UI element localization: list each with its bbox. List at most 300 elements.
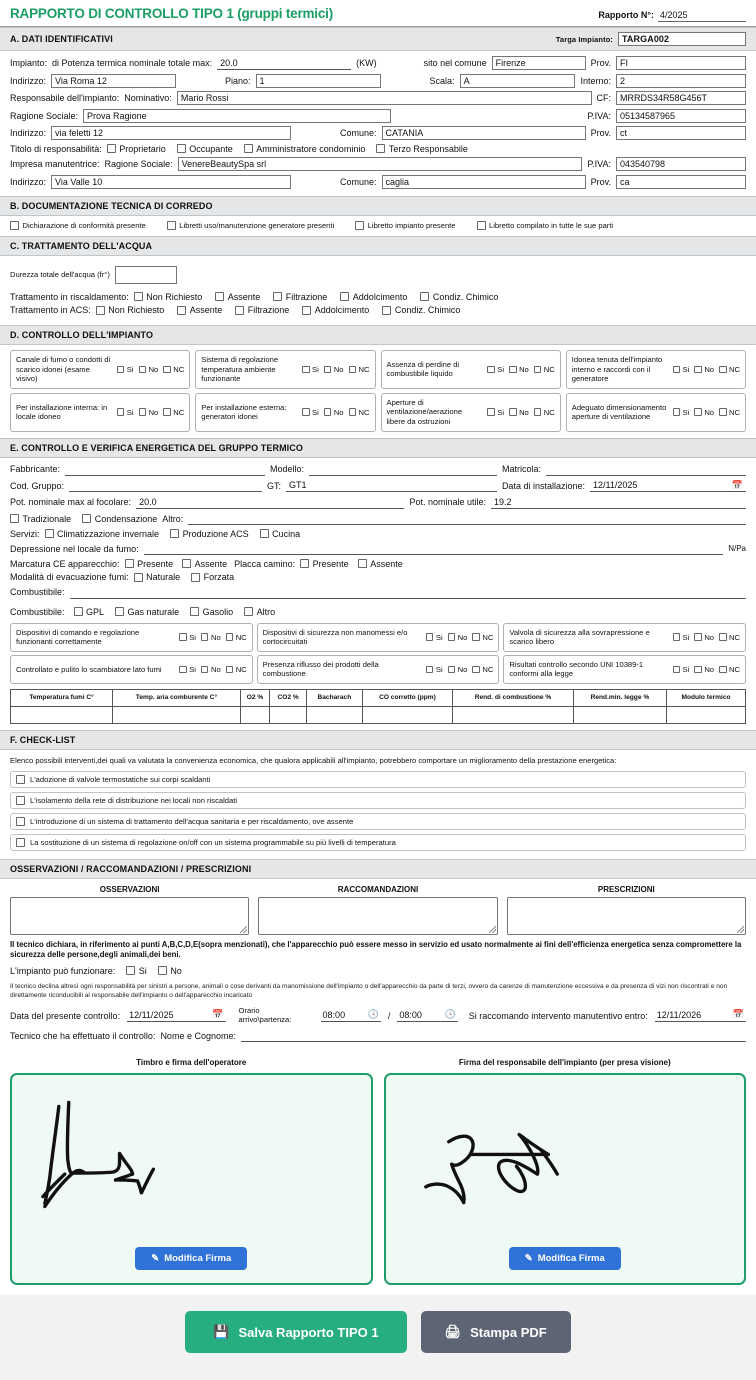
- checkbox-icon[interactable]: [16, 817, 25, 826]
- control-item: [566, 393, 746, 432]
- checkbox-icon[interactable]: [472, 633, 480, 641]
- checkbox-nc[interactable]: [349, 365, 370, 374]
- piva-input[interactable]: 05134587965: [616, 109, 746, 123]
- checkbox-icon[interactable]: [139, 408, 147, 416]
- option-label: Si: [126, 364, 134, 374]
- col-o2: O2 %: [240, 689, 270, 706]
- report-number-label: Rapporto N°:: [598, 10, 654, 20]
- impresa-indirizzo-input[interactable]: Via Valle 10: [51, 175, 291, 189]
- checkbox-si[interactable]: [179, 665, 196, 674]
- section-f-title: F. CHECK-LIST: [10, 734, 76, 745]
- sito-input[interactable]: Firenze: [492, 56, 586, 70]
- option-label: Assente: [227, 291, 261, 302]
- pot-focolare-input[interactable]: 20.0: [136, 496, 404, 509]
- checkbox-icon[interactable]: [134, 573, 143, 582]
- checkbox-icon[interactable]: [426, 633, 434, 641]
- device-label: Dispositivi di comando e regolazione funzionanti correttamente: [16, 627, 140, 647]
- nominativo-input[interactable]: Mario Rossi: [177, 91, 592, 105]
- checkbox-si[interactable]: [673, 408, 690, 417]
- checkbox-gas-naturale[interactable]: [115, 607, 179, 617]
- checkbox-icon[interactable]: [719, 633, 727, 641]
- checkbox-icon[interactable]: [179, 666, 187, 674]
- printer-icon: 🖨: [444, 1324, 462, 1340]
- checkbox-no[interactable]: [694, 665, 714, 674]
- combustibile2-label: Combustibile:: [10, 606, 65, 617]
- report-number-value[interactable]: 4/2025: [658, 10, 746, 22]
- checklist-item[interactable]: [10, 792, 746, 809]
- cod-gruppo-input[interactable]: [69, 479, 262, 492]
- piano-input[interactable]: 1: [256, 74, 381, 88]
- checkbox-tradizionale[interactable]: [10, 514, 71, 524]
- liability-disclaimer: Il tecnico declina altresì ogni responsabilità per sinistri a persone, animali o cose derivanti da manomissione dell'impianto o dell'apparecchio da parte di terzi, ovvero da carenze di manutenzione eccessiva e da presenza di vizi non riscontrati e non direttamente riconducibili al responsabile dell'impianto o dell'apparecchio incaricato: [10, 982, 728, 999]
- checkbox-icon[interactable]: [694, 666, 702, 674]
- print-pdf-label: Stampa PDF: [470, 1324, 547, 1340]
- option-label: Non Richiesto: [146, 291, 203, 302]
- checkbox-icon[interactable]: [170, 529, 179, 538]
- checkbox-icon[interactable]: [126, 966, 135, 975]
- checkbox-icon[interactable]: [534, 366, 542, 374]
- checkbox-nc[interactable]: [163, 408, 184, 417]
- checkbox-icon[interactable]: [167, 221, 176, 230]
- prescrizioni-textarea[interactable]: [507, 897, 746, 935]
- operator-signature-box[interactable]: [10, 1073, 373, 1285]
- checkbox-funzionare-no[interactable]: [158, 966, 182, 976]
- checkbox-icon[interactable]: [82, 514, 91, 523]
- checkbox-proprietario[interactable]: [107, 144, 166, 154]
- checkbox-si[interactable]: [426, 633, 443, 642]
- option-label: Naturale: [146, 572, 181, 583]
- checkbox-nc[interactable]: [226, 633, 247, 642]
- checkbox-risc-condiz-chimico[interactable]: [420, 292, 498, 302]
- checkbox-climatizzazione[interactable]: [45, 529, 160, 539]
- checkbox-si[interactable]: [673, 665, 690, 674]
- checkbox-acs-condiz-chimico[interactable]: [382, 305, 460, 315]
- checkbox-icon[interactable]: [487, 408, 495, 416]
- ragione-input[interactable]: Prova Ragione: [83, 109, 391, 123]
- checkbox-marcatura-assente[interactable]: [182, 559, 227, 569]
- interno-input[interactable]: 2: [616, 74, 746, 88]
- checkbox-si[interactable]: [117, 408, 134, 417]
- checkbox-icon[interactable]: [673, 666, 681, 674]
- depressione-label: Depressione nel locale da fumo:: [10, 543, 139, 554]
- checkbox-icon[interactable]: [302, 408, 310, 416]
- checkbox-icon[interactable]: [179, 633, 187, 641]
- checkbox-icon[interactable]: [509, 366, 517, 374]
- row-durezza: [10, 266, 746, 284]
- cell-o2[interactable]: [240, 706, 270, 723]
- pencil-icon: ✎: [524, 1253, 533, 1265]
- cell-co2[interactable]: [270, 706, 307, 723]
- col-co2: CO2 %: [270, 689, 307, 706]
- fabbricante-label: Fabbricante:: [10, 464, 61, 475]
- edit-operator-signature-button[interactable]: [135, 1247, 247, 1270]
- checkbox-si[interactable]: [673, 365, 690, 374]
- checkbox-icon[interactable]: [673, 408, 681, 416]
- row-dates: [10, 1007, 746, 1024]
- option-label: Si: [189, 664, 196, 674]
- sino-group: [117, 365, 184, 374]
- checkbox-nc[interactable]: [719, 408, 740, 417]
- option-label: Presente: [137, 558, 174, 569]
- indirizzo2-input[interactable]: via feletti 12: [51, 126, 291, 140]
- checkbox-gasolio[interactable]: [190, 607, 233, 617]
- option-label: Altro: [256, 606, 276, 617]
- checkbox-no[interactable]: [324, 408, 344, 417]
- checkbox-forzata[interactable]: [191, 572, 234, 582]
- impresa-piva-input[interactable]: 043540798: [616, 157, 746, 171]
- checkbox-icon[interactable]: [158, 966, 167, 975]
- tecnico-nome-input[interactable]: [241, 1029, 746, 1042]
- cf-input[interactable]: MRRDS34R58G456T: [616, 91, 746, 105]
- checkbox-risc-filtrazione[interactable]: [273, 292, 327, 302]
- raccomandazioni-textarea[interactable]: [258, 897, 497, 935]
- clock-icon[interactable]: 🕓: [444, 1009, 456, 1020]
- control-label: Sistema di regolazione temperatura ambiente funzionante: [201, 355, 279, 384]
- checkbox-icon[interactable]: [226, 666, 234, 674]
- option-label: NC: [482, 664, 494, 674]
- comune-label: Comune:: [340, 128, 377, 138]
- checkbox-nc[interactable]: [349, 408, 370, 417]
- checkbox-icon[interactable]: [201, 666, 209, 674]
- row-indirizzo: [10, 74, 746, 88]
- depressione-input[interactable]: [144, 542, 724, 555]
- checkbox-icon[interactable]: [226, 633, 234, 641]
- checkbox-icon[interactable]: [719, 366, 727, 374]
- sito-label: sito nel comune: [423, 58, 487, 68]
- col-co-corretto: CO corretto (ppm): [362, 689, 453, 706]
- checkbox-nc[interactable]: [719, 365, 740, 374]
- checkbox-no[interactable]: [201, 633, 221, 642]
- checkbox-nc[interactable]: [534, 365, 555, 374]
- col-rend-min-legge: Rend.min. legge %: [573, 689, 666, 706]
- interno-label: Interno:: [580, 75, 611, 86]
- checkbox-acs-assente[interactable]: [177, 305, 222, 315]
- checkbox-risc-addolcimento[interactable]: [340, 292, 407, 302]
- checkbox-libretto-impianto[interactable]: [355, 221, 455, 230]
- checkbox-icon[interactable]: [45, 529, 54, 538]
- checkbox-icon[interactable]: [16, 838, 25, 847]
- impresa-ragione-input[interactable]: VenereBeautySpa srl: [178, 157, 583, 171]
- checkbox-icon[interactable]: [376, 144, 385, 153]
- checkbox-icon[interactable]: [349, 408, 357, 416]
- placca-label: Placca camino:: [234, 558, 296, 569]
- checkbox-si[interactable]: [117, 365, 134, 374]
- calendar-icon[interactable]: 📅: [731, 480, 743, 491]
- checkbox-terzo-responsabile[interactable]: [376, 144, 468, 154]
- checkbox-cucina[interactable]: [260, 529, 301, 539]
- checkbox-icon[interactable]: [182, 559, 191, 568]
- checklist-label: L'adozione di valvole termostatiche sui corpi scaldanti: [30, 774, 211, 784]
- checkbox-no[interactable]: [139, 408, 159, 417]
- checkbox-placca-assente[interactable]: [358, 559, 403, 569]
- checkbox-icon[interactable]: [324, 408, 332, 416]
- checkbox-risc-non-richiesto[interactable]: [134, 292, 203, 302]
- checklist-item[interactable]: [10, 771, 746, 788]
- cell-rend-min-legge[interactable]: [573, 706, 666, 723]
- checkbox-no[interactable]: [694, 633, 714, 642]
- checkbox-icon[interactable]: [340, 292, 349, 301]
- calendar-icon[interactable]: 📅: [212, 1009, 224, 1020]
- checkbox-icon[interactable]: [509, 408, 517, 416]
- checkbox-icon[interactable]: [673, 366, 681, 374]
- checkbox-acs-filtrazione[interactable]: [235, 305, 289, 315]
- checkbox-icon[interactable]: [191, 573, 200, 582]
- checkbox-nc[interactable]: [226, 665, 247, 674]
- technician-declaration: Il tecnico dichiara, in riferimento ai punti A,B,C,D,E(sopra menzionati), che l'apparecchio può essere messo in servizio ed usato normalmente ai fini dell'efficienza energetica senza compromettere la sicurezza delle persone,degli animali,dei beni.: [10, 939, 742, 960]
- checkbox-icon[interactable]: [74, 607, 83, 616]
- pot-utile-label: Pot. nominale utile:: [409, 497, 486, 508]
- option-label: Condiz. Chimico: [394, 305, 461, 315]
- checkbox-nc[interactable]: [163, 365, 184, 374]
- sino-group: [426, 665, 493, 674]
- checkbox-icon[interactable]: [448, 666, 456, 674]
- checkbox-altro-combustibile[interactable]: [244, 607, 275, 617]
- checkbox-icon[interactable]: [349, 366, 357, 374]
- col-rend-combustione: Rend. di combustione %: [453, 689, 574, 706]
- checkbox-nc[interactable]: [534, 408, 555, 417]
- cell-modulo-termico[interactable]: [667, 706, 746, 723]
- checkbox-icon[interactable]: [16, 775, 25, 784]
- checkbox-icon[interactable]: [16, 796, 25, 805]
- checkbox-libretti-uso[interactable]: [167, 221, 334, 230]
- checkbox-no[interactable]: [509, 365, 529, 374]
- checkbox-funzionare-si[interactable]: [126, 966, 147, 976]
- fabbricante-input[interactable]: [65, 463, 265, 476]
- checkbox-acs-addolcimento[interactable]: [302, 305, 369, 315]
- checkbox-amministratore[interactable]: [244, 144, 366, 154]
- option-label: No: [704, 632, 715, 642]
- checkbox-icon[interactable]: [477, 221, 486, 230]
- observations-header: [0, 859, 756, 879]
- cell-bacharach[interactable]: [307, 706, 363, 723]
- row-evacuazione: [10, 572, 746, 582]
- orario-arrivo-input[interactable]: [321, 1009, 381, 1022]
- checkbox-si[interactable]: [302, 408, 319, 417]
- checkbox-si[interactable]: [673, 633, 690, 642]
- pot-utile-input[interactable]: 19.2: [491, 496, 746, 509]
- checkbox-icon[interactable]: [117, 408, 125, 416]
- checkbox-icon[interactable]: [420, 292, 429, 301]
- checkbox-acs-non-richiesto[interactable]: [96, 305, 165, 315]
- clock-icon[interactable]: 🕓: [367, 1009, 379, 1020]
- responsabile-label: Responsabile dell'impianto:: [10, 93, 120, 103]
- checkbox-naturale[interactable]: [134, 572, 181, 582]
- section-d-grid: [10, 350, 746, 432]
- checkbox-occupante[interactable]: [177, 144, 233, 154]
- checkbox-no[interactable]: [694, 408, 714, 417]
- section-d-title: D. CONTROLLO DELL'IMPIANTO: [10, 330, 154, 340]
- observations-body: [0, 879, 756, 1050]
- checkbox-icon[interactable]: [125, 559, 134, 568]
- checklist-label: L'introduzione di un sistema di trattamento dell'acqua sanitaria e per riscaldamento, ove assente: [30, 816, 354, 826]
- comune-input[interactable]: CATANIA: [382, 126, 586, 140]
- col-temperatura-fumi: Temperatura fumi C°: [11, 689, 113, 706]
- calendar-icon[interactable]: 📅: [732, 1009, 744, 1020]
- combustibile-input[interactable]: [70, 586, 746, 599]
- intervento-label: Si raccomando intervento manutentivo entro:: [468, 1010, 648, 1021]
- indirizzo-input[interactable]: Via Roma 12: [51, 74, 176, 88]
- checkbox-icon[interactable]: [472, 666, 480, 674]
- edit-responsible-signature-button[interactable]: [509, 1247, 621, 1270]
- section-f-body: [0, 750, 756, 859]
- checkbox-icon[interactable]: [163, 366, 171, 374]
- section-c-title: C. TRATTAMENTO DELL'ACQUA: [10, 240, 153, 251]
- checkbox-icon[interactable]: [534, 408, 542, 416]
- row-cod-gruppo: [10, 479, 746, 492]
- checkbox-icon[interactable]: [273, 292, 282, 301]
- option-label: No: [333, 364, 344, 374]
- col-bacharach: Bacharach: [307, 689, 363, 706]
- checkbox-icon[interactable]: [355, 221, 364, 230]
- tecnico-label: Tecnico che ha effettuato il controllo:: [10, 1030, 156, 1041]
- nominativo-label: Nominativo:: [124, 93, 172, 103]
- matricola-label: Matricola:: [501, 464, 541, 475]
- row-combustibile-options: [10, 607, 746, 617]
- combustibile-label: Combustibile:: [10, 587, 65, 598]
- checkbox-gpl[interactable]: [74, 607, 105, 617]
- checkbox-condensazione[interactable]: [82, 514, 157, 524]
- intervento-input[interactable]: [655, 1009, 746, 1022]
- targa-input[interactable]: TARGA002: [618, 32, 746, 46]
- gt-input[interactable]: GT1: [286, 479, 497, 492]
- impresa-comune-input[interactable]: caglia: [382, 175, 586, 189]
- checkbox-nc[interactable]: [719, 665, 740, 674]
- checkbox-icon[interactable]: [115, 607, 124, 616]
- prov-input[interactable]: FI: [616, 56, 746, 70]
- checkbox-icon[interactable]: [139, 366, 147, 374]
- checkbox-icon[interactable]: [244, 607, 253, 616]
- durezza-input[interactable]: [115, 266, 177, 284]
- checkbox-dichiarazione-conformita[interactable]: [10, 221, 146, 230]
- save-report-button[interactable]: [185, 1311, 406, 1353]
- checkbox-nc[interactable]: [472, 633, 493, 642]
- checkbox-no[interactable]: [201, 665, 221, 674]
- checkbox-icon[interactable]: [244, 144, 253, 153]
- option-label: NC: [173, 364, 185, 374]
- checkbox-icon[interactable]: [694, 633, 702, 641]
- checkbox-icon[interactable]: [177, 306, 186, 315]
- scala-input[interactable]: A: [460, 74, 576, 88]
- checkbox-icon[interactable]: [302, 306, 311, 315]
- section-b-title: B. DOCUMENTAZIONE TECNICA DI CORREDO: [10, 200, 213, 211]
- checkbox-si[interactable]: [426, 665, 443, 674]
- matricola-input[interactable]: [546, 463, 746, 476]
- checkbox-icon[interactable]: [177, 144, 186, 153]
- checkbox-icon[interactable]: [190, 607, 199, 616]
- checkbox-icon[interactable]: [358, 559, 367, 568]
- control-item: [10, 350, 190, 389]
- checkbox-no[interactable]: [139, 365, 159, 374]
- checkbox-no[interactable]: [448, 633, 468, 642]
- checkbox-placca-presente[interactable]: [300, 559, 349, 569]
- checkbox-si[interactable]: [179, 633, 196, 642]
- altro-input[interactable]: [188, 512, 746, 525]
- checkbox-si[interactable]: [487, 365, 504, 374]
- impresa-prov-input[interactable]: ca: [616, 175, 746, 189]
- control-label: Adeguato dimensionamento aperture di ventilazione: [571, 402, 667, 422]
- checkbox-icon[interactable]: [487, 366, 495, 374]
- sino-group: [302, 365, 369, 374]
- checkbox-icon[interactable]: [324, 366, 332, 374]
- checkbox-no[interactable]: [509, 408, 529, 417]
- prov2-input[interactable]: ct: [616, 126, 746, 140]
- cell-rend-combustione[interactable]: [453, 706, 574, 723]
- checkbox-risc-assente[interactable]: [215, 292, 260, 302]
- checkbox-icon[interactable]: [426, 666, 434, 674]
- checkbox-libretto-compilato[interactable]: [477, 221, 614, 230]
- floppy-disk-icon: 💾: [213, 1324, 230, 1340]
- responsible-signature-box[interactable]: [384, 1073, 747, 1285]
- checkbox-icon[interactable]: [96, 306, 105, 315]
- checkbox-icon[interactable]: [300, 559, 309, 568]
- checkbox-icon[interactable]: [134, 292, 143, 301]
- orario-partenza-input[interactable]: [397, 1009, 457, 1022]
- option-label: No: [519, 364, 529, 374]
- checkbox-produzione-acs[interactable]: [170, 529, 249, 539]
- checkbox-icon[interactable]: [107, 144, 116, 153]
- checkbox-icon[interactable]: [448, 633, 456, 641]
- checkbox-no[interactable]: [448, 665, 468, 674]
- option-label: Non Richiesto: [108, 305, 165, 315]
- checkbox-icon[interactable]: [215, 292, 224, 301]
- checkbox-no[interactable]: [694, 365, 714, 374]
- checkbox-icon[interactable]: [163, 408, 171, 416]
- checkbox-icon[interactable]: [10, 514, 19, 523]
- checkbox-icon[interactable]: [694, 408, 702, 416]
- checkbox-nc[interactable]: [719, 633, 740, 642]
- checkbox-si[interactable]: [487, 408, 504, 417]
- option-label: Addolcimento: [314, 305, 370, 315]
- potenza-input[interactable]: 20.0: [217, 57, 351, 70]
- checklist-item[interactable]: [10, 834, 746, 851]
- print-pdf-button[interactable]: [421, 1311, 571, 1353]
- checkbox-icon[interactable]: [117, 366, 125, 374]
- control-label: Canale di fumo o condotti di scarico idonei (esame visivo): [16, 355, 111, 384]
- data-installazione-input[interactable]: [590, 479, 746, 492]
- cell-temp-aria-comburente[interactable]: [113, 706, 241, 723]
- control-label: Per installazione interna: in locale idoneo: [16, 402, 108, 422]
- osservazioni-textarea[interactable]: [10, 897, 249, 935]
- checkbox-nc[interactable]: [472, 665, 493, 674]
- checkbox-icon[interactable]: [235, 306, 244, 315]
- option-label: NC: [235, 632, 247, 642]
- col-modulo-termico: Modulo termico: [667, 689, 746, 706]
- checklist-item[interactable]: [10, 813, 746, 830]
- option-label: Assente: [370, 558, 403, 569]
- cell-temperatura-fumi[interactable]: [11, 706, 113, 723]
- modello-input[interactable]: [309, 463, 497, 476]
- checkbox-icon[interactable]: [302, 366, 310, 374]
- checkbox-icon[interactable]: [694, 366, 702, 374]
- checkbox-icon[interactable]: [719, 408, 727, 416]
- checkbox-icon[interactable]: [260, 529, 269, 538]
- cell-co-corretto[interactable]: [362, 706, 453, 723]
- checkbox-si[interactable]: [302, 365, 319, 374]
- option-label: GPL: [86, 606, 105, 617]
- checkbox-icon[interactable]: [382, 306, 391, 315]
- operator-signature-caption: Timbro e firma dell'operatore: [136, 1058, 247, 1068]
- checkbox-icon[interactable]: [10, 221, 19, 230]
- device-item: [10, 623, 253, 652]
- checkbox-icon[interactable]: [673, 633, 681, 641]
- checkbox-icon[interactable]: [201, 633, 209, 641]
- gt-label: GT:: [267, 480, 282, 491]
- checkbox-no[interactable]: [324, 365, 344, 374]
- checkbox-marcatura-presente[interactable]: [125, 559, 174, 569]
- checkbox-icon[interactable]: [719, 666, 727, 674]
- option-label: Si: [497, 364, 505, 374]
- data-controllo-input[interactable]: [127, 1009, 225, 1022]
